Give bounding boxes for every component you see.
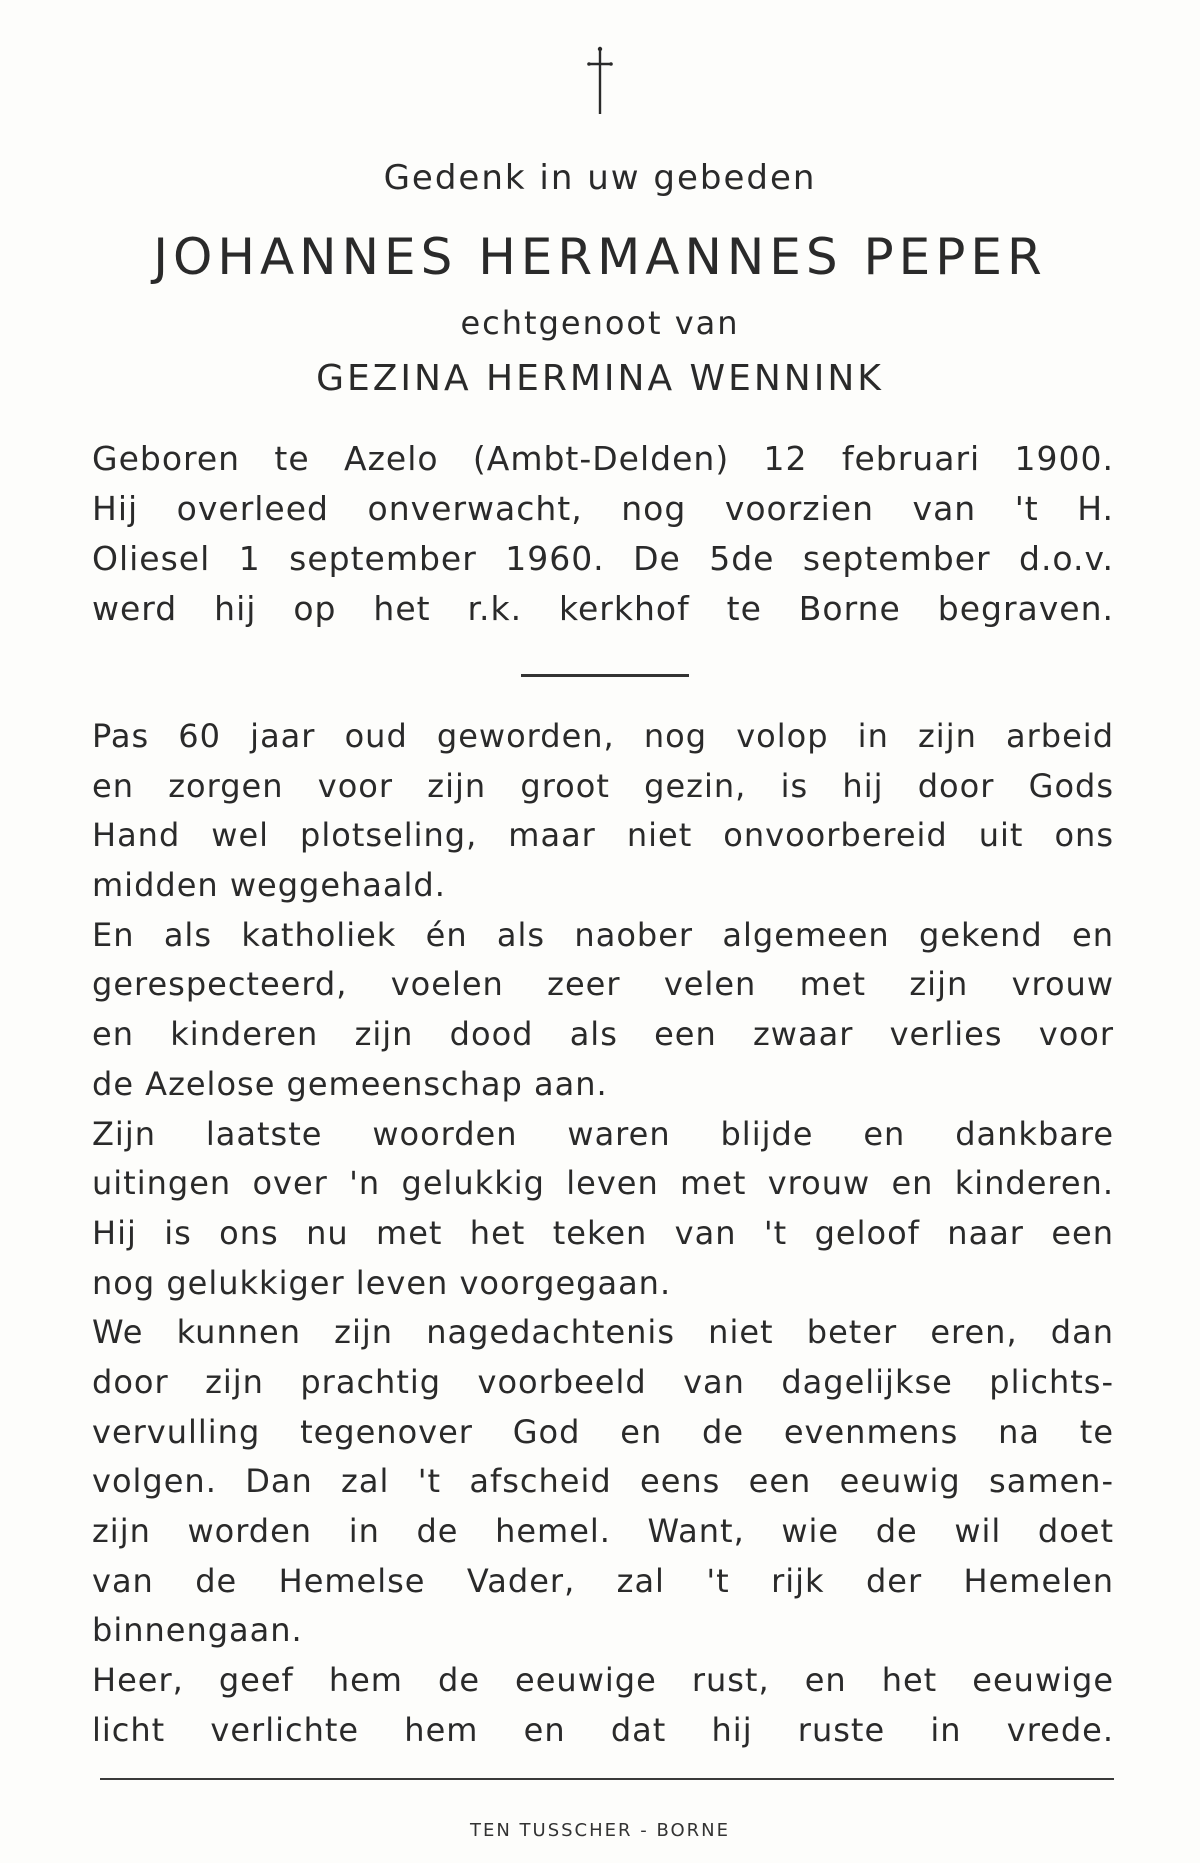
tribute-line: Pas 60 jaar oud geworden, nog volop in zijn arbeid <box>92 717 1114 755</box>
spouse-name: GEZINA HERMINA WENNINK <box>316 358 884 399</box>
tribute-line: uitingen over 'n gelukkig leven met vrouw en kinderen. <box>92 1164 1114 1203</box>
tribute-line: gerespecteerd, voelen zeer velen met zijn vrouw <box>92 965 1114 1004</box>
tribute-line: Zijn laatste woorden waren blijde en dankbare <box>92 1114 1114 1153</box>
cross-icon <box>580 44 620 116</box>
tribute-line: Hij is ons nu met het teken van 't geloof naar een <box>92 1213 1114 1252</box>
biography-line: Hij overleed onverwacht, nog voorzien van 't H. <box>92 489 1114 528</box>
tribute-line: nog gelukkiger leven voorgegaan. <box>92 1263 672 1302</box>
printer-credit: TEN TUSSCHER - BORNE <box>469 1820 731 1841</box>
tribute-line: en kinderen zijn dood als een zwaar verlies voor <box>92 1015 1114 1054</box>
tribute-line: licht verlichte hem en dat hij ruste in vrede. <box>92 1710 1114 1749</box>
tribute-line: En als katholiek én als naober algemeen gekend en <box>92 915 1114 954</box>
spouse-label: echtgenoot van <box>460 304 740 342</box>
tribute-line: Heer, geef hem de eeuwige rust, en het eeuwige <box>92 1661 1114 1700</box>
biography-line: werd hij op het r.k. kerkhof te Borne begraven. <box>92 589 1114 628</box>
tribute-line: van de Hemelse Vader, zal 't rijk der Hemelen <box>92 1561 1114 1600</box>
tribute-line: midden weggehaald. <box>92 866 446 905</box>
tribute-line: binnengaan. <box>92 1611 303 1650</box>
tribute-line: door zijn prachtig voorbeeld van dagelijkse plichts- <box>92 1362 1114 1401</box>
deceased-name: JOHANNES HERMANNES PEPER <box>153 228 1047 286</box>
tribute-line: vervulling tegenover God en de evenmens na te <box>92 1412 1114 1451</box>
tribute-line: We kunnen zijn nagedachtenis niet beter eren, dan <box>92 1313 1114 1352</box>
intro-text: Gedenk in uw gebeden <box>383 158 817 198</box>
tribute-line: de Azelose gemeenschap aan. <box>92 1064 608 1103</box>
biography-line: Geboren te Azelo (Ambt-Delden) 12 februari 1900. <box>92 439 1114 478</box>
tribute-line: zijn worden in de hemel. Want, wie de wil doet <box>92 1512 1114 1550</box>
footer-divider <box>100 1778 1114 1780</box>
tribute-line: Hand wel plotseling, maar niet onvoorbereid uit ons <box>92 816 1114 855</box>
biography-line: Oliesel 1 september 1960. De 5de september d.o.v. <box>92 539 1114 578</box>
divider <box>521 674 689 677</box>
biography-block <box>92 434 1114 634</box>
tribute-line: en zorgen voor zijn groot gezin, is hij door Gods <box>92 766 1114 805</box>
tribute-line: volgen. Dan zal 't afscheid eens een eeuwig samen- <box>92 1462 1114 1501</box>
tribute-block <box>92 712 1114 1755</box>
